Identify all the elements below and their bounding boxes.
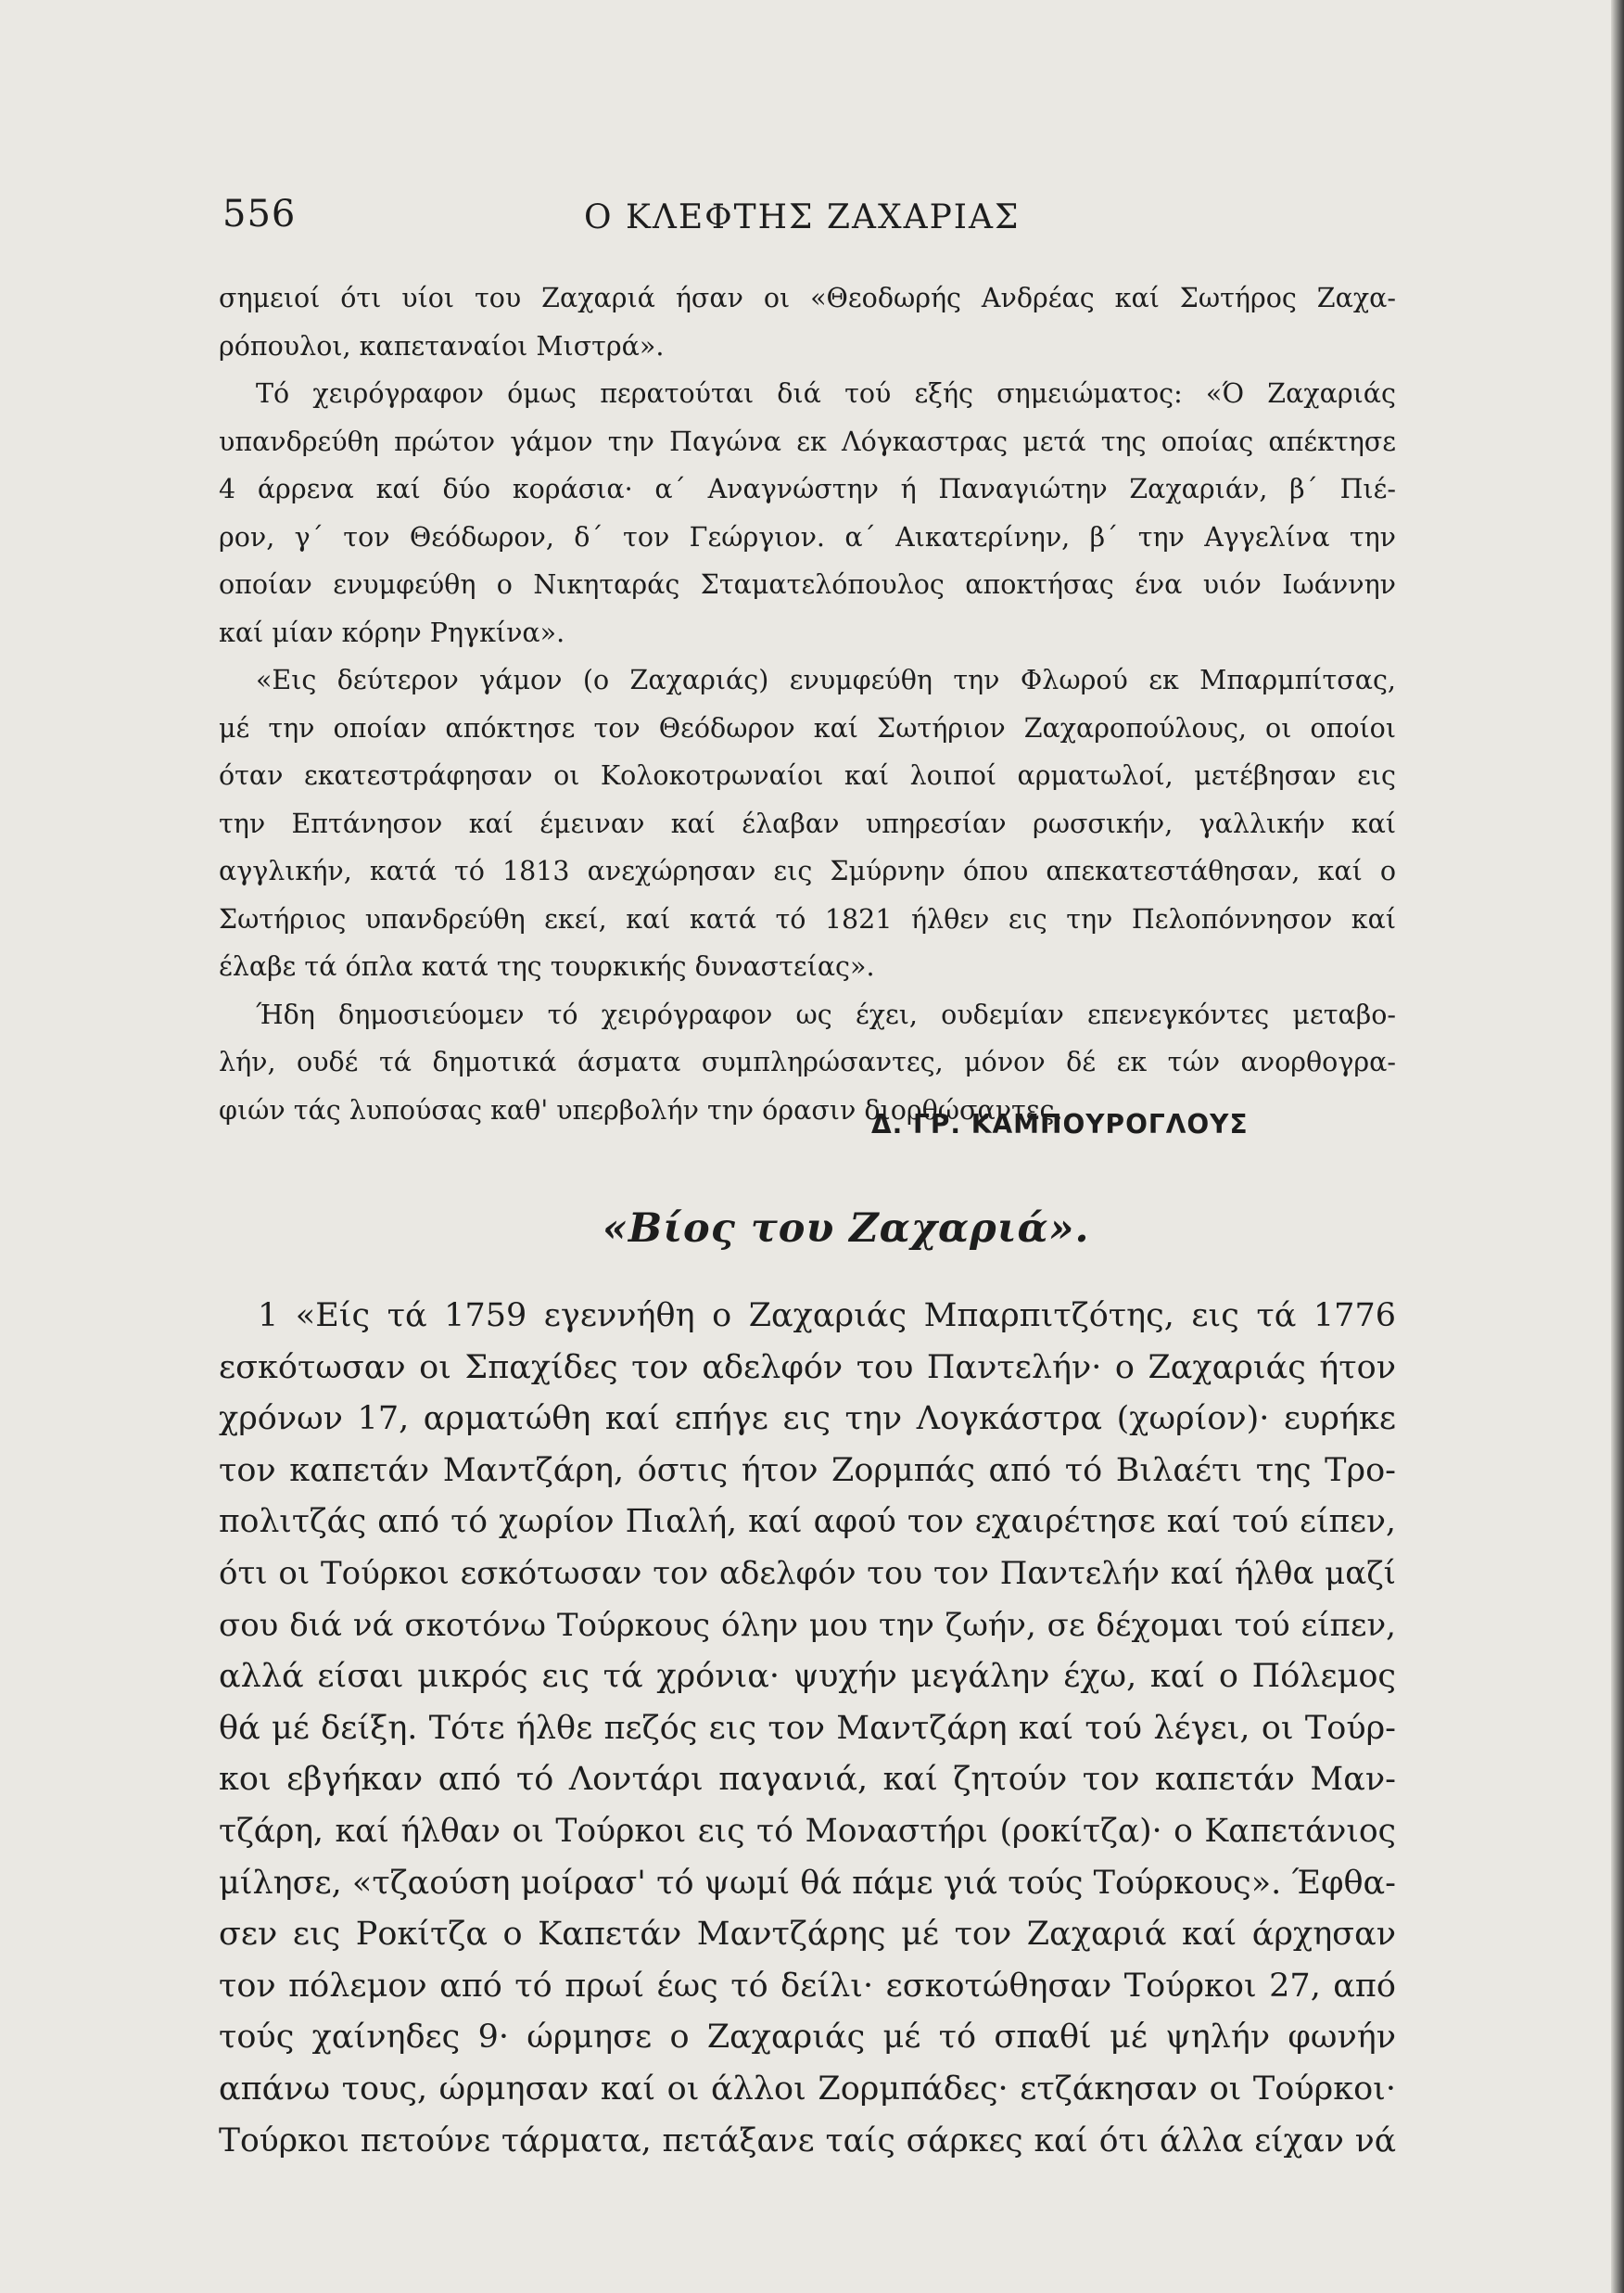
- text-line: 1 «Είς τά 1759 εγεννήθη ο Ζαχαριάς Μπαρπιτζότης, εις τά 1776: [258, 1297, 1396, 1334]
- page-number: 556: [222, 193, 297, 236]
- section-text: [219, 1291, 1396, 2167]
- text-line: λήν, ουδέ τά δημοτικά άσματα συμπληρώσαντες, μόνον δέ εκ τών ανορθογρα-: [219, 1047, 1396, 1077]
- text-line: χρόνων 17, αρματώθη καί επήγε εις την Λογκάστρα (χωρίον)· ευρήκε: [219, 1400, 1396, 1438]
- text-line: ρον, γ΄ τον Θεόδωρον, δ΄ τον Γεώργιον. α΄ Αικατερίνην, β΄ την Αγγελίνα την: [219, 521, 1396, 553]
- text-line: τον πόλεμον από τό πρωί έως τό δείλι· εσκοτώθησαν Τούρκοι 27, από: [219, 1967, 1396, 2005]
- text-line: πολιτζάς από τό χωρίον Πιαλή, καί αφού τον εχαιρέτησε καί τού είπεν,: [219, 1503, 1396, 1541]
- text-line: εσκότωσαν οι Σπαχίδες τον αδελφόν του Παντελήν· ο Ζαχαριάς ήτον: [219, 1348, 1396, 1386]
- text-line: τον καπετάν Μαντζάρη, όστις ήτον Ζορμπάς από τό Βιλαέτι της Τρο-: [219, 1451, 1396, 1489]
- text-line: Ήδη δημοσιεύομεν τό χειρόγραφον ως έχει, ουδεμίαν επενεγκόντες μεταβο-: [256, 999, 1396, 1030]
- author-signature: Δ. ΓΡ. ΚΑΜΠΟΥΡΟΓΛΟΥΣ: [871, 1109, 1249, 1140]
- text-line: τούς χαίνηδες 9· ώρμησε ο Ζαχαριάς μέ τό σπαθί μέ ψηλήν φωνήν: [219, 2019, 1396, 2057]
- text-line: ότι οι Τούρκοι εσκότωσαν τον αδελφόν του τον Παντελήν καί ήλθα μαζί: [219, 1554, 1396, 1592]
- text-line: 4 άρρενα καί δύο κοράσια· α΄ Αναγνώστην ή Παναγιώτην Ζαχαριάν, β΄ Πιέ-: [219, 474, 1396, 504]
- running-title: Ο ΚΛΕΦΤΗΣ ΖΑΧΑΡΙΑΣ: [584, 198, 1021, 236]
- text-line: καί μίαν κόρην Ρηγκίνα».: [219, 617, 565, 648]
- text-line: μίλησε, «τζαούση μοίρασ' τό ψωμί θά πάμε γιά τούς Τούρκους». Έφθα-: [219, 1864, 1396, 1902]
- text-line: τζάρη, καί ήλθαν οι Τούρκοι εις τό Μοναστήρι (ροκίτζα)· ο Καπετάνιος: [219, 1812, 1396, 1850]
- text-line: σημειοί ότι υίοι του Ζαχαριά ήσαν οι «Θεοδωρής Ανδρέας καί Σωτήρος Ζαχα-: [219, 283, 1396, 313]
- page-header: [222, 193, 1390, 248]
- text-line: φιών τάς λυπούσας καθ' υπερβολήν την όρασιν διορθώσαντες.: [219, 1094, 1063, 1126]
- text-line: Τούρκοι πετούνε τάρματα, πετάξανε ταίς σάρκες καί ότι άλλα είχαν νά: [219, 2121, 1396, 2159]
- text-line: μέ την οποίαν απόκτησε τον Θεόδωρον καί Σωτήριον Ζαχαροπούλους, οι οποίοι: [219, 712, 1396, 744]
- text-line: την Επτάνησον καί έμειναν καί έλαβαν υπηρεσίαν ρωσσικήν, γαλλικήν καί: [219, 808, 1396, 839]
- text-line: σεν εις Ροκίτζα ο Καπετάν Μαντζάρης μέ τον Ζαχαριά καί άρχησαν: [219, 1916, 1396, 1954]
- text-line: όταν εκατεστράφησαν οι Κολοκοτρωναίοι καί λοιποί αρματωλοί, μετέβησαν εις: [219, 760, 1396, 791]
- text-line: θά μέ δείξη. Τότε ήλθε πεζός εις τον Μαντζάρη καί τού λέγει, οι Τούρ-: [219, 1709, 1396, 1747]
- text-line: οποίαν ενυμφεύθη ο Νικηταράς Σταματελόπουλος αποκτήσας ένα υιόν Ιωάννην: [219, 569, 1396, 600]
- text-line: ρόπουλοι, καπεταναίοι Μιστρά».: [219, 330, 665, 362]
- book-spine-shadow: [1611, 0, 1624, 2293]
- text-line: σου διά νά σκοτόνω Τούρκους όλην μου την ζωήν, σε δέχομαι τού είπεν,: [219, 1606, 1396, 1644]
- text-line: «Εις δεύτερον γάμον (ο Ζαχαριάς) ενυμφεύθη την Φλωρού εκ Μπαρμπίτσας,: [256, 665, 1396, 695]
- text-line: έλαβε τά όπλα κατά της τουρκικής δυναστείας».: [219, 951, 875, 982]
- notes-text: [219, 274, 1396, 1134]
- text-line: απάνω τους, ώρμησαν καί οι άλλοι Ζορμπάδες· ετζάκησαν οι Τούρκοι·: [219, 2070, 1396, 2108]
- text-line: υπανδρεύθη πρώτον γάμον την Παγώνα εκ Λόγκαστρας μετά της οποίας απέκτησε: [219, 426, 1396, 457]
- text-line: κοι εβγήκαν από τό Λοντάρι παγανιά, καί ζητούν τον καπετάν Μαν-: [219, 1761, 1396, 1799]
- text-line: αγγλικήν, κατά τό 1813 ανεχώρησαν εις Σμύρνην όπου απεκατεστάθησαν, καί ο: [219, 856, 1396, 886]
- text-line: αλλά είσαι μικρός εις τά χρόνια· ψυχήν μεγάλην έχω, καί ο Πόλεμος: [219, 1658, 1396, 1696]
- section-title: «Βίος του Ζαχαριά».: [603, 1205, 1090, 1252]
- text-line: Σωτήριος υπανδρεύθη εκεί, καί κατά τό 1821 ήλθεν εις την Πελοπόννησον καί: [219, 903, 1396, 935]
- text-line: Τό χειρόγραφον όμως περατούται διά τού εξής σημειώματος: «Ό Ζαχαριάς: [256, 378, 1396, 409]
